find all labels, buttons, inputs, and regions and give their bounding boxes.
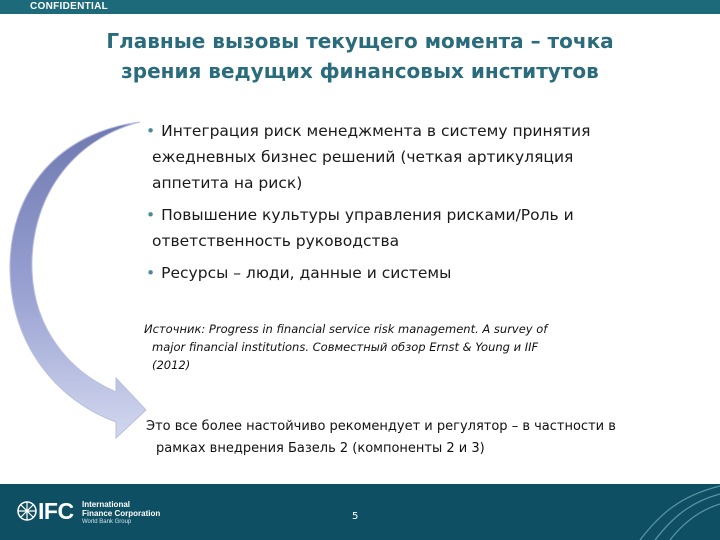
- source-line-3: (2012): [152, 358, 191, 372]
- organization-name: [82, 500, 222, 527]
- bullet-item-1: [146, 118, 666, 196]
- org-line-1: International: [82, 500, 131, 509]
- slide-title-line-1: Главные вызовы текущего момента – точка: [106, 29, 614, 53]
- bullet-3-line-1: • Ресурсы – люди, данные и системы: [146, 264, 452, 282]
- page-number: 5: [352, 511, 359, 522]
- confidential-label: CONFIDENTIAL: [30, 1, 109, 12]
- bullet-item-3: [146, 260, 666, 286]
- bullet-2-line-2: ответственность руководства: [152, 232, 400, 250]
- bullet-item-2: [146, 202, 666, 254]
- bullet-1-line-1: • Интеграция риск менеджмента в систему принятия: [146, 122, 591, 140]
- source-line-1: Источник: Progress in financial service risk management. A survey of: [144, 322, 548, 336]
- slide-title-line-2: зрения ведущих финансовых институтов: [121, 59, 599, 83]
- ifc-logo-text: IFC: [38, 498, 74, 524]
- source-line-2: major financial institutions. Совместный обзор Ernst & Young и IIF: [152, 340, 539, 354]
- bullet-dot: •: [146, 206, 156, 224]
- org-line-2: Finance Corporation: [82, 509, 161, 518]
- org-line-3: World Bank Group: [82, 519, 132, 525]
- footer-bar: [0, 484, 720, 540]
- regulator-line-2: рамках внедрения Базель 2 (компоненты 2 и 3): [156, 441, 485, 456]
- bullet-dot: •: [146, 264, 156, 282]
- bullet-1-line-3: аппетита на риск): [152, 174, 303, 192]
- bullet-dot: •: [146, 122, 156, 140]
- globe-icon: [16, 500, 38, 522]
- regulator-line-1: Это все более настойчиво рекомендует и регулятор – в частности в: [146, 419, 616, 434]
- source-citation: [144, 320, 644, 374]
- regulator-note: [146, 416, 686, 460]
- curved-arrow-shape: [10, 122, 146, 438]
- bullet-1-line-2: ежедневных бизнес решений (четкая артикуляция: [152, 148, 574, 166]
- bullet-2-line-1: • Повышение культуры управления рисками/Роль и: [146, 206, 574, 224]
